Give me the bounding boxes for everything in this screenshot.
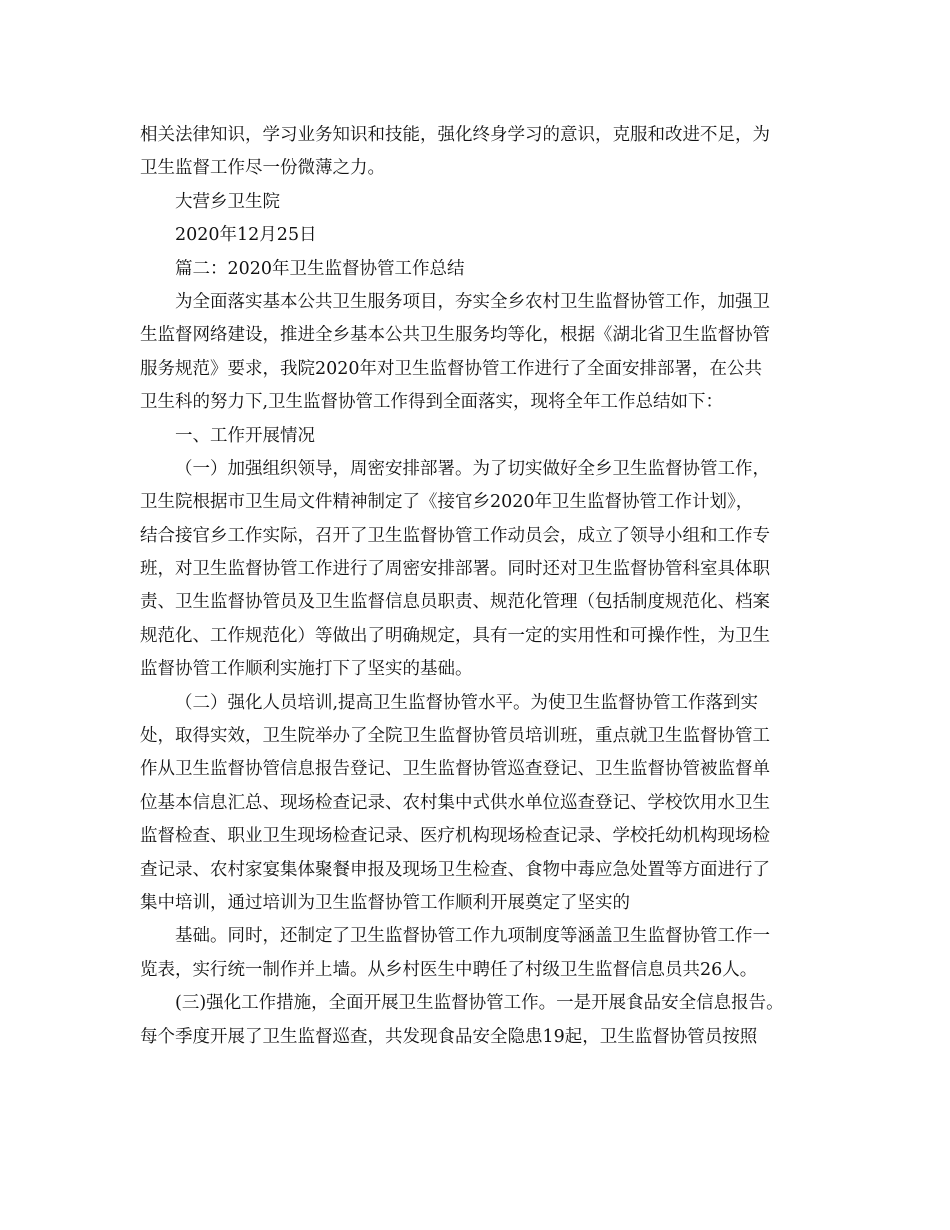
text-line: （二）强化人员培训,提高卫生监督协管水平。为使卫生监督协管工作落到实: [175, 692, 759, 713]
text-line: 卫生院根据市卫生局文件精神制定了《接官乡2020年卫生监督协管工作计划》，: [140, 492, 754, 513]
text-line: 位基本信息汇总、现场检查记录、农村集中式供水单位巡查登记、学校饮用水卫生: [140, 792, 770, 813]
text-line: 卫生科的努力下,卫生监督协管工作得到全面落实，现将全年工作总结如下：: [140, 392, 724, 413]
text-line: 集中培训，通过培训为卫生监督协管工作顺利开展奠定了坚实的: [140, 892, 630, 913]
text-line: 监督协管工作顺利实施打下了坚实的基础。: [140, 659, 473, 680]
text-line: 规范化、工作规范化）等做出了明确规定，具有一定的实用性和可操作性，为卫生: [140, 625, 770, 646]
text-line: 大营乡卫生院: [175, 191, 280, 212]
text-line: 为全面落实基本公共卫生服务项目，夯实全乡农村卫生监督协管工作，加强卫: [175, 291, 770, 312]
text-line: 班，对卫生监督协管工作进行了周密安排部署。同时还对卫生监督协管科室具体职: [140, 559, 770, 580]
text-line: 一、工作开展情况: [175, 425, 315, 446]
text-line: 每个季度开展了卫生监督巡查，共发现食品安全隐患19起，卫生监督协管员按照: [140, 1026, 758, 1047]
text-line: 查记录、农村家宴集体聚餐申报及现场卫生检查、食物中毒应急处置等方面进行了: [140, 859, 770, 880]
text-line: 览表，实行统一制作并上墙。从乡村医生中聘任了村级卫生监督信息员共26人。: [140, 959, 758, 980]
text-line: 结合接官乡工作实际，召开了卫生监督协管工作动员会，成立了领导小组和工作专: [140, 525, 770, 546]
document-body: [140, 119, 830, 1054]
text-line: 服务规范》要求，我院2020年对卫生监督协管工作进行了全面安排部署，在公共: [140, 358, 763, 379]
text-line: 责、卫生监督协管员及卫生监督信息员职责、规范化管理（包括制度规范化、档案: [140, 592, 770, 613]
text-line: 基础。同时，还制定了卫生监督协管工作九项制度等涵盖卫生监督协管工作一: [175, 926, 770, 947]
text-line: 监督检查、职业卫生现场检查记录、医疗机构现场检查记录、学校托幼机构现场检: [140, 826, 770, 847]
text-line: 生监督网络建设，推进全乡基本公共卫生服务均等化，根据《湖北省卫生监督协管: [140, 325, 770, 346]
text-line: 处，取得实效，卫生院举办了全院卫生监督协管员培训班，重点就卫生监督协管工: [140, 726, 770, 747]
text-line: 篇二：2020年卫生监督协管工作总结: [175, 258, 465, 279]
text-line: 相关法律知识，学习业务知识和技能，强化终身学习的意识，克服和改进不足，为: [140, 125, 770, 145]
text-line: （一）加强组织领导，周密安排部署。为了切实做好全乡卫生监督协管工作，: [175, 458, 770, 479]
text-line: 卫生监督工作尽一份微薄之力。: [140, 158, 385, 179]
text-line: (三)强化工作措施，全面开展卫生监督协管工作。一是开展食品安全信息报告。: [175, 993, 784, 1014]
text-line: 2020年12月25日: [175, 225, 317, 246]
text-line: 作从卫生监督协管信息报告登记、卫生监督协管巡查登记、卫生监督协管被监督单: [140, 759, 770, 780]
